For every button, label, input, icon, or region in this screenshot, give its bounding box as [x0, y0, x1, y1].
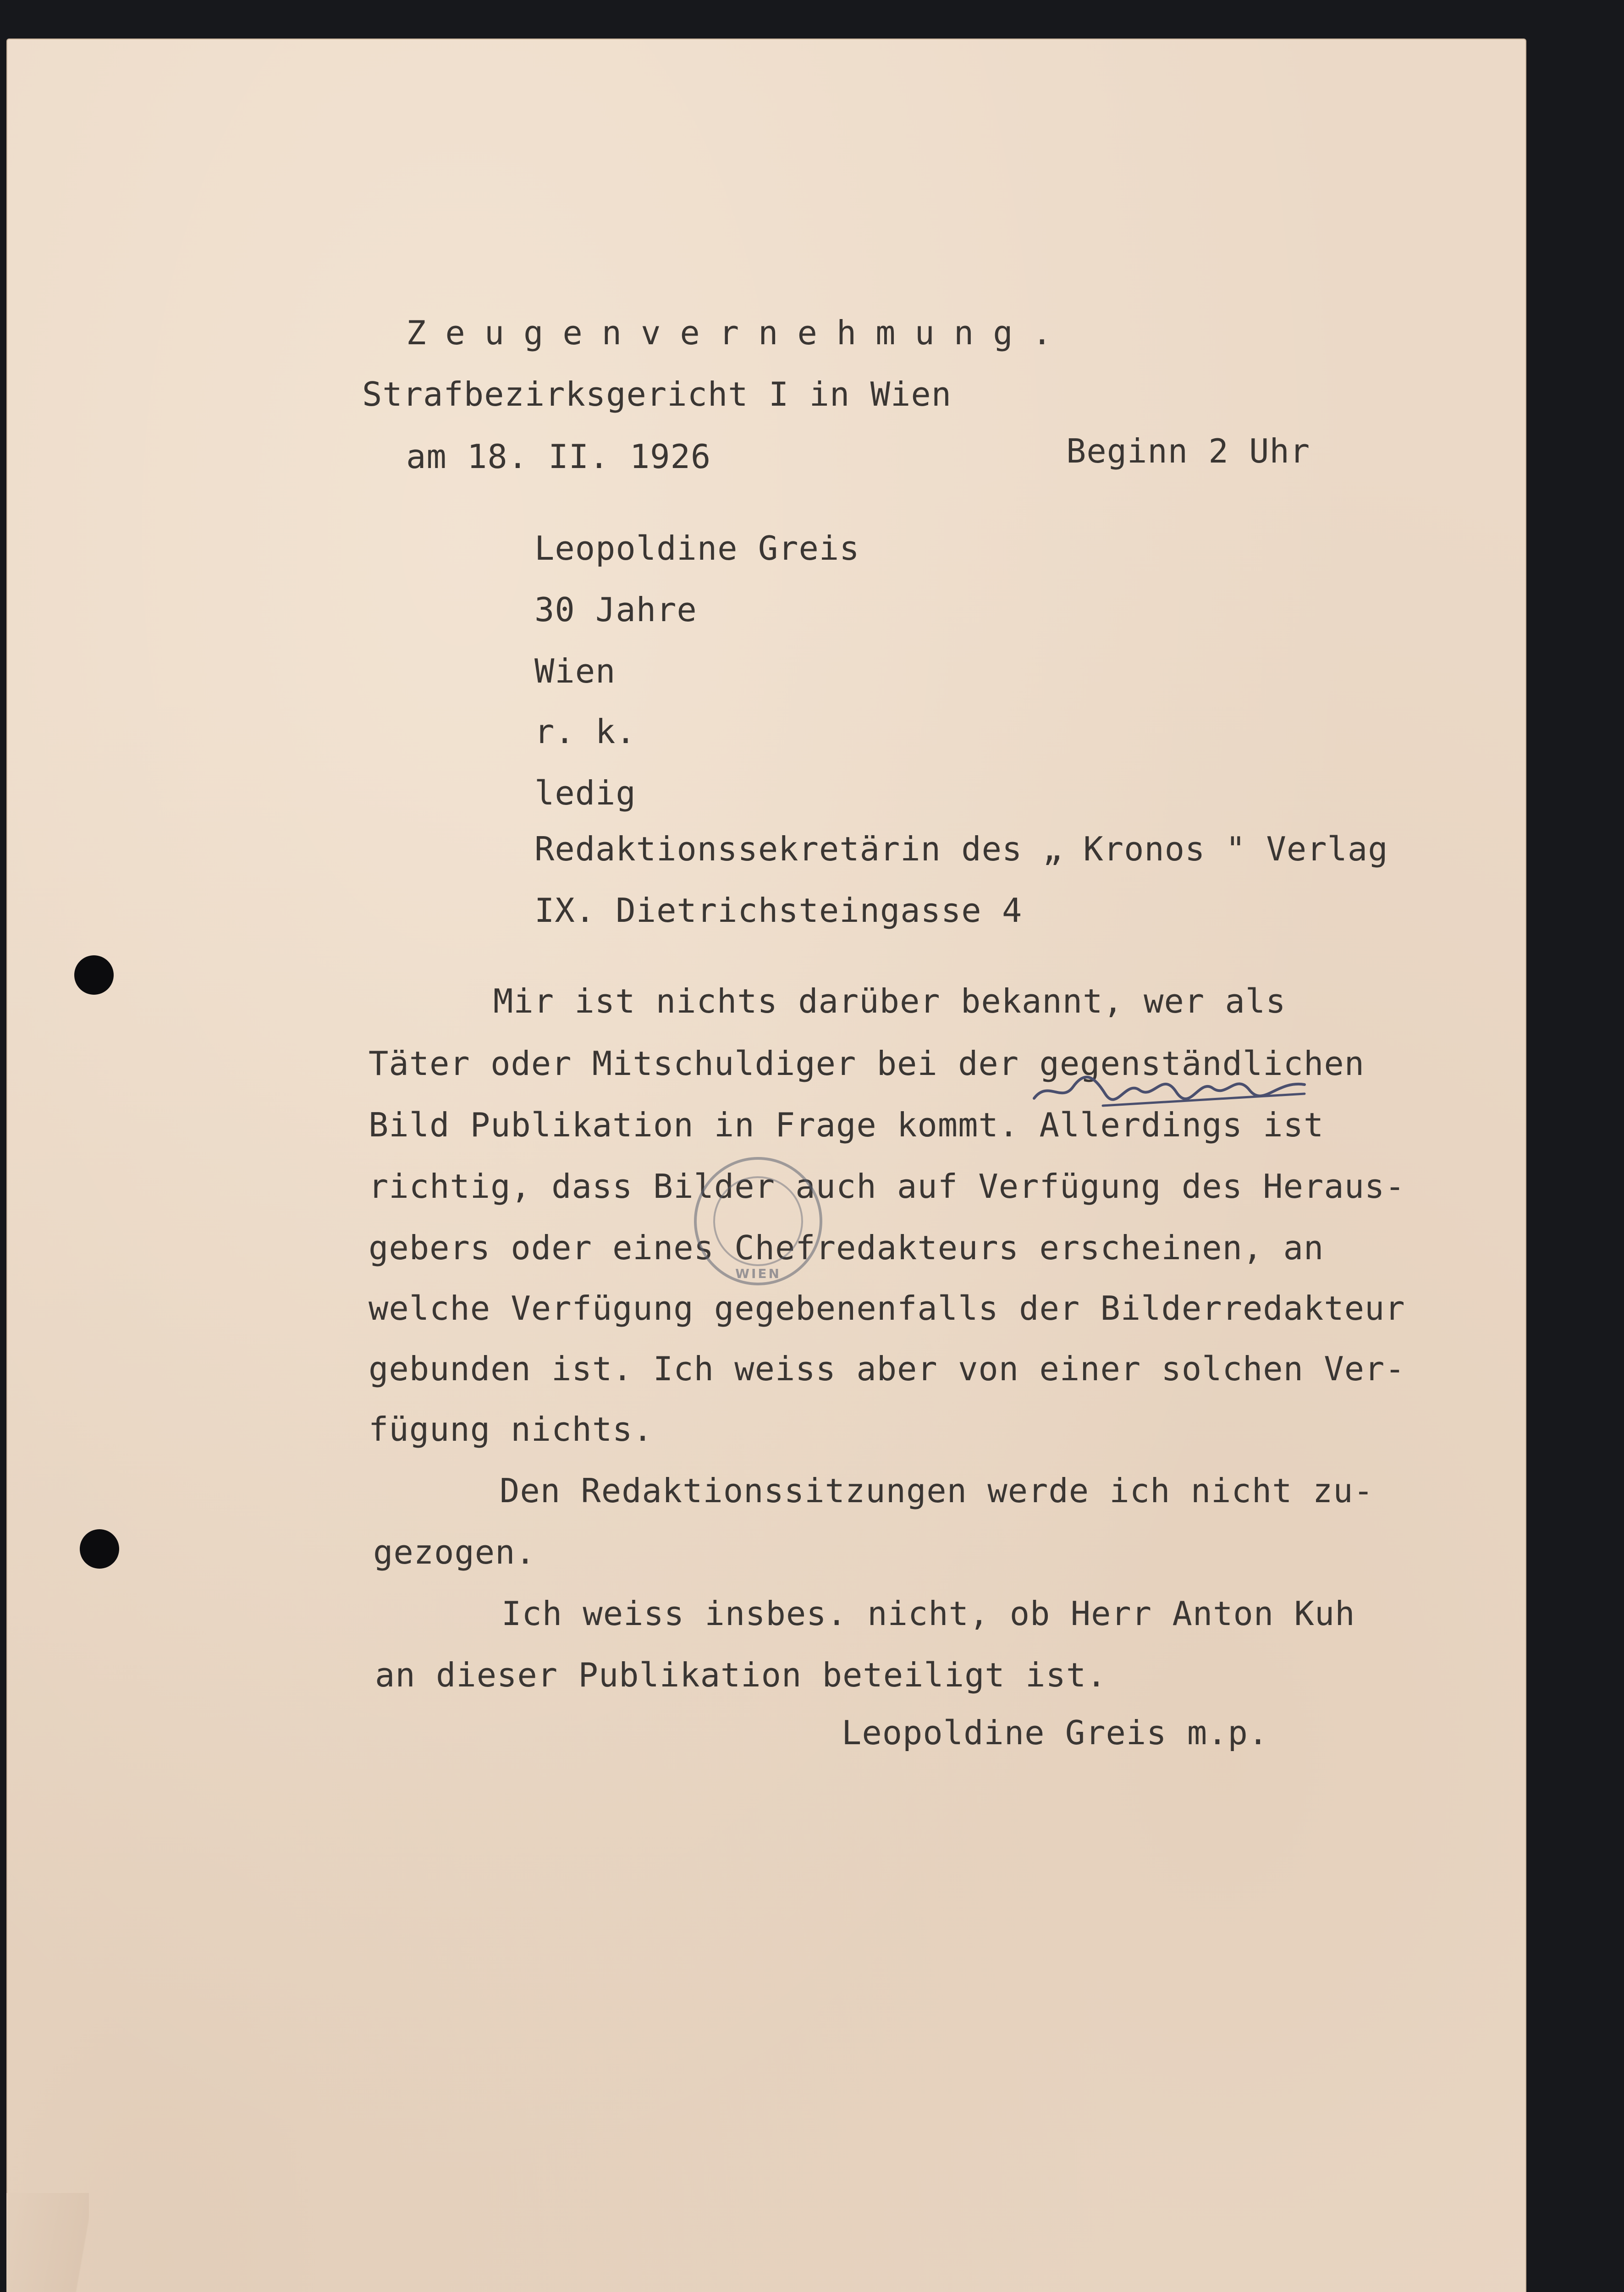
- statement-line: Bild Publikation in Frage kommt. Allerdings ist: [369, 1106, 1324, 1144]
- document-title: Zeugenvernehmung.: [406, 314, 1071, 352]
- witness-name: Leopoldine Greis: [534, 529, 860, 567]
- statement-line: an dieser Publikation beteiligt ist.: [375, 1656, 1107, 1694]
- statement-line: Täter oder Mitschuldiger bei der gegenständlichen: [369, 1044, 1365, 1083]
- statement-line: Mir ist nichts darüber bekannt, wer als: [493, 982, 1286, 1020]
- statement-line: gezogen.: [373, 1533, 536, 1571]
- paper-fold-edge: [6, 2193, 89, 2292]
- statement-line: welche Verfügung gegebenenfalls der Bilderredakteur: [369, 1289, 1405, 1328]
- statement-line: Ich weiss insbes. nicht, ob Herr Anton Kuh: [501, 1594, 1355, 1633]
- statement-line: gebers oder eines Chefredakteurs erscheinen, an: [369, 1229, 1324, 1267]
- court-stamp: [694, 1157, 822, 1285]
- punch-hole-bottom: [80, 1529, 119, 1569]
- statement-line: fügung nichts.: [369, 1410, 653, 1449]
- statement-line: gebunden ist. Ich weiss aber von einer solchen Ver-: [369, 1350, 1405, 1388]
- start-time: Beginn 2 Uhr: [1066, 432, 1310, 470]
- witness-age: 30 Jahre: [534, 590, 697, 629]
- hearing-date: am 18. II. 1926: [406, 437, 711, 476]
- witness-religion: r. k.: [534, 712, 636, 751]
- witness-place: Wien: [534, 652, 616, 690]
- statement-line: Den Redaktionssitzungen werde ich nicht zu-: [500, 1471, 1374, 1510]
- witness-status: ledig: [534, 774, 636, 812]
- stamp-inner-ring: [713, 1176, 803, 1266]
- witness-address: IX. Dietrichsteingasse 4: [534, 891, 1023, 930]
- court-name: Strafbezirksgericht I in Wien: [362, 375, 952, 413]
- stamp-text: WIEN: [735, 1266, 781, 1281]
- statement-line: richtig, dass Bilder auch auf Verfügung des Heraus-: [369, 1167, 1405, 1206]
- witness-occupation: Redaktionssekretärin des „ Kronos " Verlag: [534, 830, 1388, 868]
- punch-hole-top: [74, 955, 114, 995]
- signature-line: Leopoldine Greis m.p.: [842, 1713, 1269, 1752]
- handwritten-correction: [1029, 1062, 1314, 1112]
